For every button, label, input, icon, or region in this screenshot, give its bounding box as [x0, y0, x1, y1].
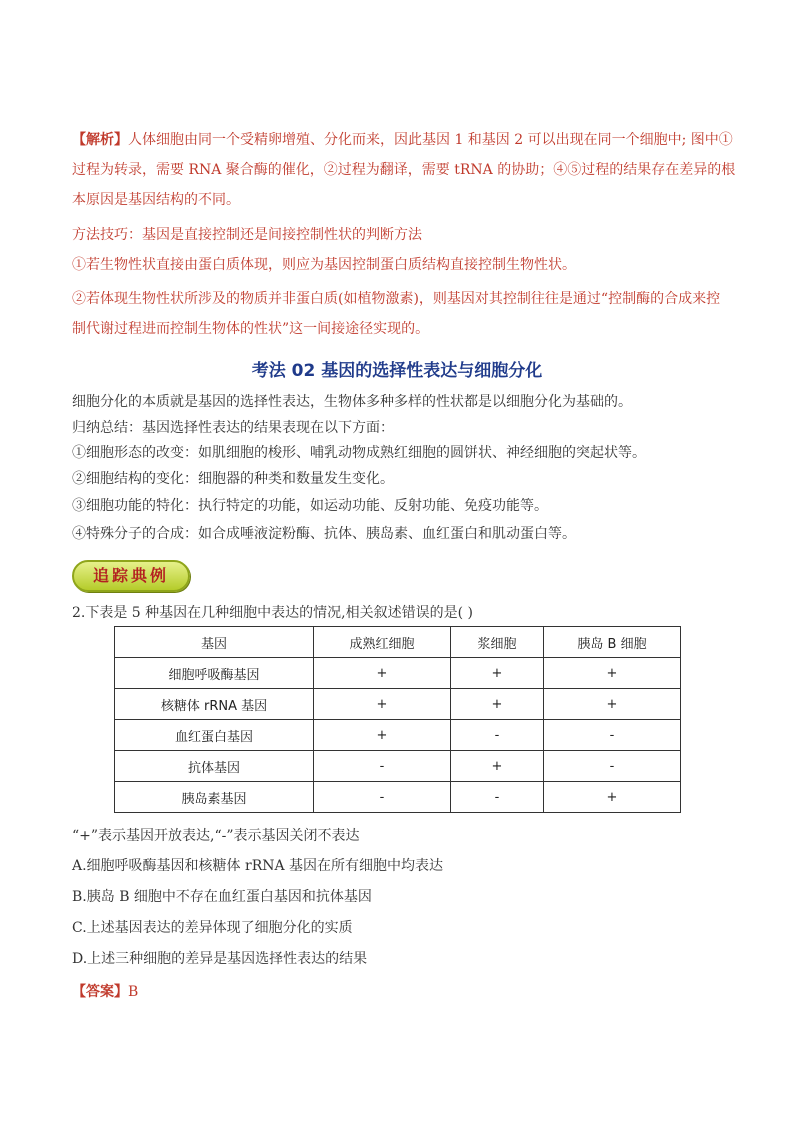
table-cell: 血红蛋白基因: [115, 720, 314, 751]
table-cell: +: [544, 658, 681, 689]
method-title: 方法技巧：基因是直接控制还是间接控制性状的判断方法: [72, 227, 422, 243]
table-cell: +: [451, 658, 544, 689]
table-cell: -: [314, 782, 451, 813]
section-summary: 归纳总结：基因选择性表达的结果表现在以下方面：: [72, 420, 394, 436]
option-b: B.胰岛 B 细胞中不存在血红蛋白基因和抗体基因: [72, 889, 372, 905]
answer-line: [72, 982, 138, 1002]
table-header-row: [115, 627, 681, 658]
table-cell: +: [314, 689, 451, 720]
analysis-line-2: 过程为转录，需要 RNA 聚合酶的催化，②过程为翻译，需要 tRNA 的协助；④⑤过程的结果存在差异的根: [72, 162, 736, 178]
table-cell: +: [451, 751, 544, 782]
table-cell: +: [544, 782, 681, 813]
table-cell: +: [314, 720, 451, 751]
table-row: [115, 782, 681, 813]
table-row: [115, 658, 681, 689]
section-title: 考法 02 基因的选择性表达与细胞分化: [251, 361, 543, 381]
table-cell: -: [314, 751, 451, 782]
table-cell: +: [314, 658, 451, 689]
summary-item-4: ④特殊分子的合成：如合成唾液淀粉酶、抗体、胰岛素、血红蛋白和肌动蛋白等。: [72, 526, 576, 542]
summary-item-2: ②细胞结构的变化：细胞器的种类和数量发生变化。: [72, 471, 394, 487]
table-cell: -: [544, 720, 681, 751]
gene-expression-table: [114, 626, 681, 813]
table-cell: -: [451, 782, 544, 813]
table-cell: 胰岛素基因: [115, 782, 314, 813]
table-header-cell: 胰岛 B 细胞: [544, 627, 681, 658]
option-c: C.上述基因表达的差异体现了细胞分化的实质: [72, 920, 353, 936]
table-cell: 核糖体 rRNA 基因: [115, 689, 314, 720]
table-cell: -: [451, 720, 544, 751]
summary-item-1: ①细胞形态的改变：如肌细胞的梭形、哺乳动物成熟红细胞的圆饼状、神经细胞的突起状等。: [72, 445, 646, 461]
table-row: [115, 689, 681, 720]
analysis-line-3: 本原因是基因结构的不同。: [72, 192, 240, 208]
table-cell: 抗体基因: [115, 751, 314, 782]
table-row: [115, 751, 681, 782]
option-d: D.上述三种细胞的差异是基因选择性表达的结果: [72, 951, 368, 967]
section-intro: 细胞分化的本质就是基因的选择性表达，生物体多种多样的性状都是以细胞分化为基础的。: [72, 394, 632, 410]
table-cell: +: [544, 689, 681, 720]
table-cell: 细胞呼吸酶基因: [115, 658, 314, 689]
tracking-example-badge: 追踪典例: [72, 560, 190, 592]
table-note: “+”表示基因开放表达,“-”表示基因关闭不表达: [72, 828, 360, 844]
answer-label: 【答案】: [72, 984, 128, 1000]
method-point-2-line-1: ②若体现生物性状所涉及的物质并非蛋白质(如植物激素)，则基因对其控制往往是通过“控制酶的合成来控: [72, 291, 721, 307]
method-point-1: ①若生物性状直接由蛋白质体现，则应为基因控制蛋白质结构直接控制生物性状。: [72, 257, 576, 273]
method-point-2-line-2: 制代谢过程进而控制生物体的性状”这一间接途径实现的。: [72, 321, 430, 337]
table-header-cell: 成熟红细胞: [314, 627, 451, 658]
option-a: A.细胞呼吸酶基因和核糖体 rRNA 基因在所有细胞中均表达: [72, 858, 444, 874]
analysis-text-1: 人体细胞由同一个受精卵增殖、分化而来，因此基因 1 和基因 2 可以出现在同一个细胞中; 图中①: [128, 132, 733, 148]
table-row: [115, 720, 681, 751]
analysis-label: 【解析】: [72, 132, 128, 148]
table-cell: -: [544, 751, 681, 782]
table-cell: +: [451, 689, 544, 720]
summary-item-3: ③细胞功能的特化：执行特定的功能，如运动功能、反射功能、免疫功能等。: [72, 498, 548, 514]
table-header-cell: 浆细胞: [451, 627, 544, 658]
question-stem: 2.下表是 5 种基因在几种细胞中表达的情况,相关叙述错误的是( ): [72, 605, 473, 621]
table-header-cell: 基因: [115, 627, 314, 658]
analysis-line-1: [72, 130, 733, 150]
answer-value: B: [128, 984, 139, 1000]
